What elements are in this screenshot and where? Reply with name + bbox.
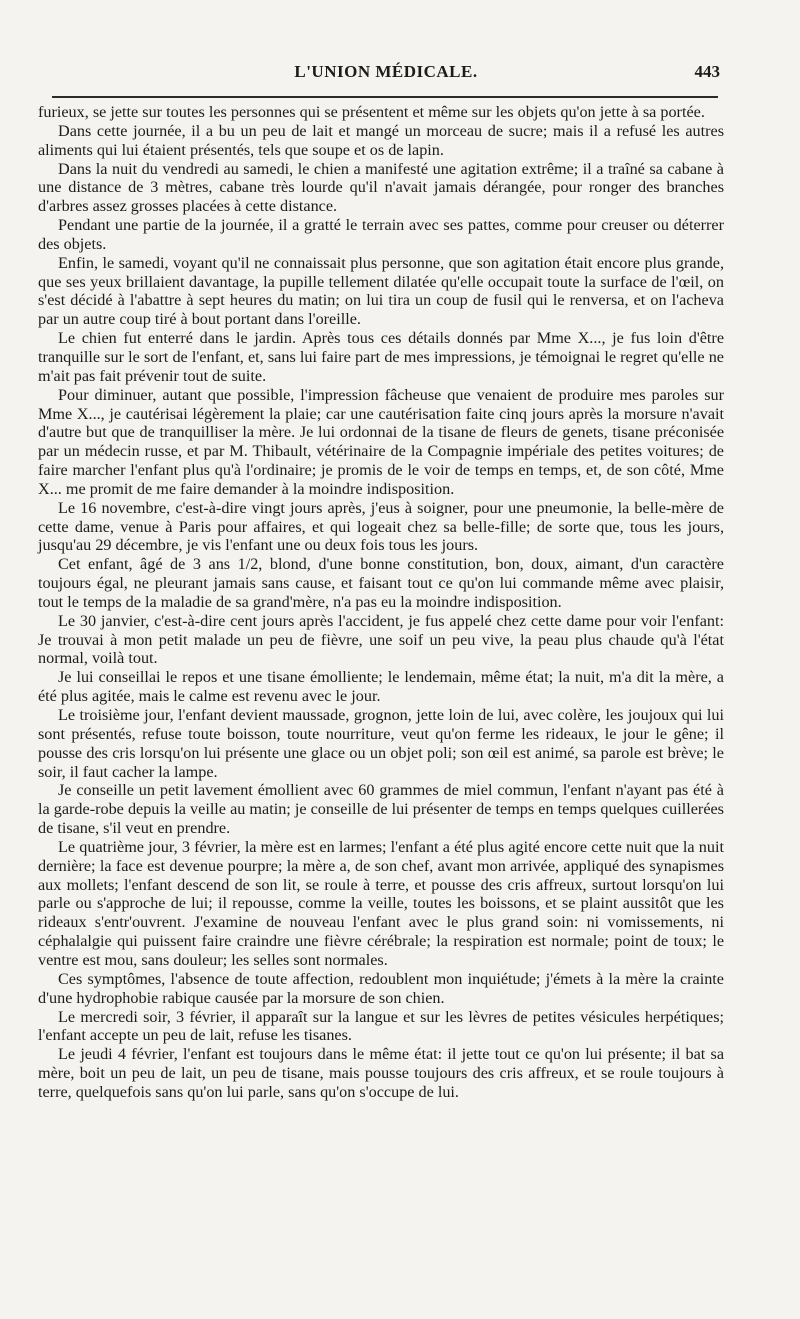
page-header: [52, 62, 720, 88]
paragraph-2: Dans cette journée, il a bu un peu de lait et mangé un morceau de sucre; mais il a refusé les autres aliments qui lui étaient présentés, tels que soupe et os de lapin.: [38, 121, 724, 159]
paragraph-3: Dans la nuit du vendredi au samedi, le chien a manifesté une agitation extrême; il a traîné sa cabane à une distance de 3 mètres, cabane très lourde qu'il n'avait jamais dérangée, pour ronger des branches d'arbres assez grosses placées à cette distance.: [38, 159, 724, 216]
paragraph-10: Le 30 janvier, c'est-à-dire cent jours après l'accident, je fus appelé chez cette dame pour voir l'enfant: Je trouvai à mon petit malade un peu de fièvre, une soif un peu vive, la peau plus chaude qu'à l'état normal, voilà tout.: [38, 611, 724, 668]
page-number: 443: [694, 62, 720, 81]
running-title: L'UNION MÉDICALE.: [294, 62, 478, 81]
paragraph-4: Pendant une partie de la journée, il a gratté le terrain avec ses pattes, comme pour creuser ou déterrer des objets.: [38, 216, 724, 253]
header-rule: [52, 96, 718, 98]
paragraph-11: Je lui conseillai le repos et une tisane émolliente; le lendemain, même état; la nuit, m'a dit la mère, a été plus agitée, mais le calme est revenu avec le jour.: [38, 668, 724, 706]
paragraph-14: Le quatrième jour, 3 février, la mère est en larmes; l'enfant a été plus agité encore cette nuit que la nuit dernière; la face est devenue pourpre; la mère a, de son chef, avant mon arrivée, appliqué des synapismes aux mollets; l'enfant descend de son lit, se roule à terre, et pousse des cris affreux, surtout lorsqu'on lui parle ou s'approche de lui; il repousse, comme la veille, toutes les boissons, et se plaint aussitôt que les rideaux s'entr'ouvrent. J'examine de nouveau l'enfant avec le plus grand soin: ni vomissements, ni céphalalgie qui puissent faire craindre une fièvre cérébrale; la respiration est normale; point de toux; le ventre est mou, sans douleur; les selles sont normales.: [38, 837, 724, 969]
paragraph-12: Le troisième jour, l'enfant devient maussade, grognon, jette loin de lui, avec colère, les joujoux qui lui sont présentés, refuse toute boisson, toute nourriture, veut qu'on ferme les rideaux, le jour le gêne; il pousse des cris lorsqu'on lui présente une glace ou un objet poli; son œil est animé, sa parole est brève; le soir, il faut cacher la lampe.: [38, 706, 724, 781]
paragraph-6: Le chien fut enterré dans le jardin. Après tous ces détails donnés par Mme X..., je fus loin d'être tranquille sur le sort de l'enfant, et, sans lui faire part de mes impressions, je témoignai le regret qu'elle ne m'ait pas fait prévenir tout de suite.: [38, 329, 724, 385]
paragraph-13: Je conseille un petit lavement émollient avec 60 grammes de miel commun, l'enfant n'ayant pas été à la garde-robe depuis la veille au matin; je conseille de lui présenter de temps en temps quelques cuillerées de tisane, s'il veut en prendre.: [38, 781, 724, 838]
paragraph-16: Le mercredi soir, 3 février, il apparaît sur la langue et sur les lèvres de petites vésicules herpétiques; l'enfant accepte un peu de lait, refuse les tisanes.: [38, 1007, 724, 1045]
paragraph-5: Enfin, le samedi, voyant qu'il ne connaissait plus personne, que son agitation était encore plus grande, que ses yeux brillaient davantage, la pupille tellement dilatée qu'elle occupait toute la surface de l'œil, on s'est décidé à l'abattre à sept heures du matin; on lui tira un coup de fusil qui le renversa, et on l'acheva par un autre coup tiré à bout portant dans l'oreille.: [38, 253, 724, 329]
paragraph-1: furieux, se jette sur toutes les personnes qui se présentent et même sur les objets qu'on jette à sa portée.: [38, 103, 705, 121]
body-text: [38, 103, 724, 1102]
paragraph-17: Le jeudi 4 février, l'enfant est toujours dans le même état: il jette tout ce qu'on lui présente; il bat sa mère, boit un peu de lait, un peu de tisane, mais pousse toujours des cris affreux, et se roule toujours à terre, quelquefois sans qu'on lui parle, sans qu'on s'occupe de lui.: [38, 1045, 724, 1101]
paragraph-9: Cet enfant, âgé de 3 ans 1/2, blond, d'une bonne constitution, bon, doux, aimant, d'un caractère toujours égal, ne pleurant jamais sans cause, et faisant tout ce qu'on lui commande même avec plaisir, tout le temps de la maladie de sa grand'mère, n'a pas eu la moindre indisposition.: [38, 555, 724, 611]
paragraph-8: Le 16 novembre, c'est-à-dire vingt jours après, j'eus à soigner, pour une pneumonie, la belle-mère de cette dame, venue à Paris pour affaires, et qui logeait chez sa belle-fille; de sorte que, tous les jours, jusqu'au 29 décembre, je vis l'enfant une ou deux fois tous les jours.: [38, 498, 724, 555]
paragraph-7: Pour diminuer, autant que possible, l'impression fâcheuse que venaient de produire mes paroles sur Mme X..., je cautérisai légèrement la plaie; car une cautérisation faite cinq jours après la morsure n'avait d'autre but que de tranquilliser la mère. Je lui ordonnai de la tisane de fleurs de genets, tisane préconisée par un médecin russe, et par M. Thibault, vétérinaire de la Compagnie impériale des petites voitures; de faire marcher l'enfant plus qu'à l'ordinaire; je promis de le voir de temps en temps, et, de son côté, Mme X... me promit de me faire demander à la moindre indisposition.: [38, 385, 724, 498]
paragraph-15: Ces symptômes, l'absence de toute affection, redoublent mon inquiétude; j'émets à la mère la crainte d'une hydrophobie rabique causée par la morsure de son chien.: [38, 969, 724, 1007]
